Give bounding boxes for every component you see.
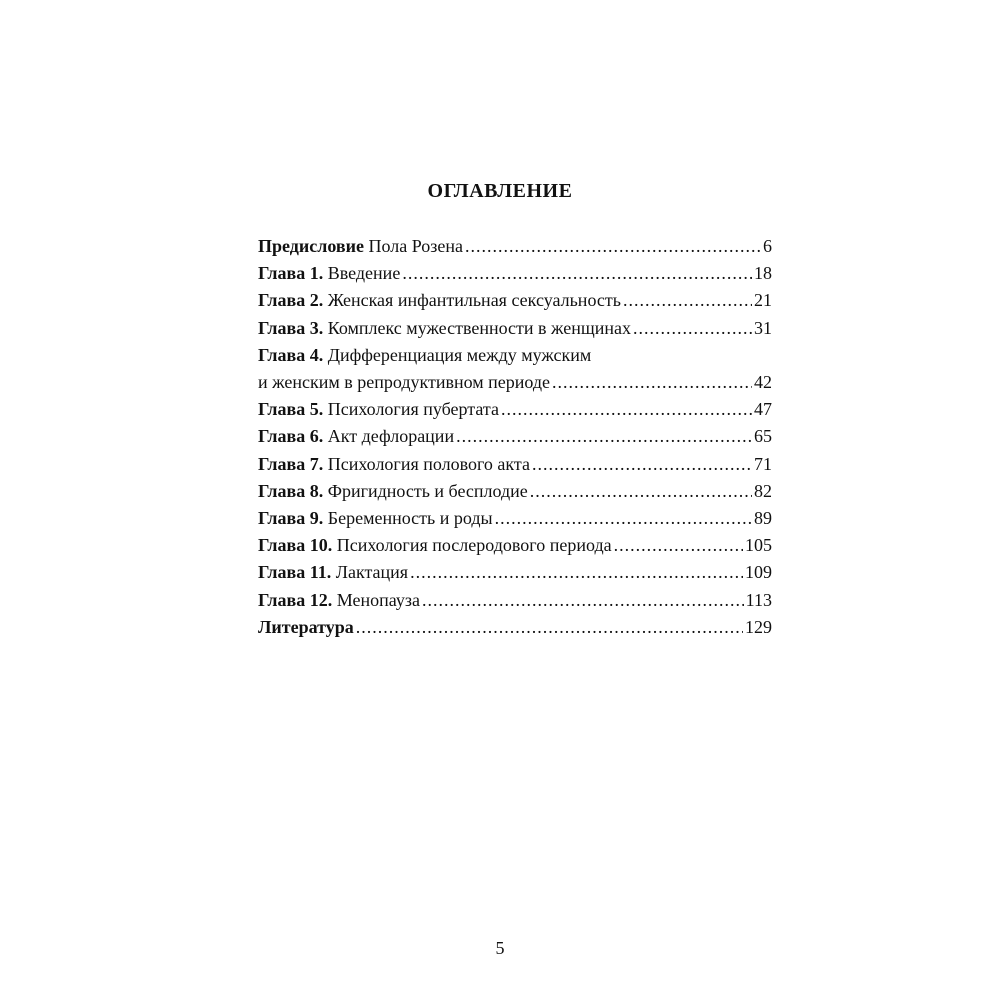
- toc-row: [258, 505, 772, 532]
- entry-page-number: 31: [754, 317, 772, 338]
- toc-row: [258, 614, 772, 641]
- dot-leader: [402, 260, 752, 287]
- toc-row-first-line: [258, 342, 772, 369]
- entry-page-number: 18: [754, 263, 772, 284]
- entry-title: Женская инфантильная сексуальность: [327, 290, 621, 311]
- dot-leader: [465, 233, 761, 260]
- toc-heading: [258, 478, 528, 505]
- entry-page-number: 42: [754, 372, 772, 393]
- entry-title: Психология пубертата: [327, 399, 499, 420]
- entry-title: Пола Розена: [368, 236, 463, 256]
- entry-page-number: 47: [754, 399, 772, 420]
- toc-heading: [258, 587, 420, 614]
- entry-title: Менопауза: [336, 589, 420, 610]
- toc-row: [258, 559, 772, 586]
- entry-prefix: Глава 5.: [258, 399, 324, 420]
- toc-row: [258, 587, 772, 614]
- toc-entry-chapter-10[interactable]: [258, 532, 772, 559]
- entry-prefix: Глава 10.: [258, 535, 333, 556]
- toc-row: [258, 451, 772, 478]
- dot-leader: [623, 287, 752, 314]
- toc-heading: [258, 315, 631, 342]
- toc-entry-chapter-9[interactable]: [258, 505, 772, 532]
- entry-title: Акт дефлорации: [327, 426, 455, 447]
- entry-page-number: 21: [754, 290, 772, 311]
- entry-page-number: 129: [745, 616, 772, 637]
- dot-leader: [501, 396, 752, 423]
- toc-row: [258, 315, 772, 342]
- entry-prefix: Глава 8.: [258, 480, 324, 501]
- toc-heading: [258, 423, 454, 450]
- entry-prefix: Глава 4.: [258, 344, 324, 365]
- dot-leader: [410, 559, 743, 586]
- entry-title-line-1: Дифференциация между мужским: [327, 344, 592, 365]
- entry-prefix: Глава 6.: [258, 426, 324, 447]
- entry-prefix: Глава 1.: [258, 263, 324, 284]
- table-of-contents: [258, 233, 772, 641]
- entry-prefix: Глава 2.: [258, 290, 324, 311]
- toc-row: [258, 423, 772, 450]
- toc-entry-chapter-2[interactable]: [258, 287, 772, 314]
- entry-title: Введение: [327, 263, 401, 284]
- toc-entry-bibliography[interactable]: [258, 614, 772, 641]
- entry-prefix: Глава 3.: [258, 317, 324, 338]
- dot-leader: [614, 532, 743, 559]
- entry-prefix: Предисловие: [258, 236, 364, 256]
- dot-leader: [532, 451, 752, 478]
- toc-entry-preface[interactable]: [258, 233, 772, 260]
- entry-title: Психология послеродового периода: [336, 535, 612, 556]
- toc-heading: [258, 559, 408, 586]
- toc-entry-chapter-7[interactable]: [258, 451, 772, 478]
- entry-title: Беременность и роды: [327, 508, 493, 529]
- entry-prefix: Глава 12.: [258, 589, 333, 610]
- toc-heading: [258, 396, 499, 423]
- toc-row: [258, 478, 772, 505]
- entry-page-number: 113: [745, 589, 772, 610]
- toc-heading: [258, 614, 354, 641]
- toc-row: [258, 287, 772, 314]
- dot-leader: [495, 505, 752, 532]
- entry-title: Фригидность и бесплодие: [327, 480, 528, 501]
- toc-heading: [258, 233, 463, 260]
- toc-heading: [258, 260, 400, 287]
- dot-leader: [456, 423, 752, 450]
- dot-leader: [552, 369, 752, 396]
- entry-title-line-2: и женским в репродуктивном периоде: [258, 372, 551, 393]
- toc-entry-chapter-1[interactable]: [258, 260, 772, 287]
- entry-title: Психология полового акта: [327, 453, 530, 474]
- toc-entry-chapter-5[interactable]: [258, 396, 772, 423]
- toc-row: [258, 260, 772, 287]
- toc-heading: [258, 532, 612, 559]
- entry-page-number: 109: [745, 562, 772, 583]
- entry-page-number: 65: [754, 426, 772, 447]
- page-title: ОГЛАВЛЕНИЕ: [427, 180, 573, 202]
- entry-page-number: 6: [763, 236, 772, 256]
- entry-page-number: 71: [754, 453, 772, 474]
- dot-leader: [422, 587, 744, 614]
- entry-title: Лактация: [335, 562, 409, 583]
- dot-leader: [356, 614, 743, 641]
- toc-entry-chapter-6[interactable]: [258, 423, 772, 450]
- entry-prefix: Глава 7.: [258, 453, 324, 474]
- entry-page-number: 105: [745, 535, 772, 556]
- toc-entry-chapter-11[interactable]: [258, 559, 772, 586]
- toc-heading: [258, 287, 621, 314]
- toc-row: [258, 369, 772, 396]
- toc-heading: [258, 505, 493, 532]
- toc-entry-chapter-8[interactable]: [258, 478, 772, 505]
- toc-entry-chapter-12[interactable]: [258, 587, 772, 614]
- entry-page-number: 82: [754, 480, 772, 501]
- dot-leader: [530, 478, 752, 505]
- toc-heading: [258, 451, 530, 478]
- toc-entry-chapter-4[interactable]: [258, 342, 772, 396]
- entry-prefix: Глава 9.: [258, 508, 324, 529]
- toc-row: [258, 532, 772, 559]
- page-number: 5: [495, 938, 505, 958]
- entry-title: Комплекс мужественности в женщинах: [327, 317, 631, 338]
- toc-row: [258, 233, 772, 260]
- toc-entry-chapter-3[interactable]: [258, 315, 772, 342]
- entry-prefix: Глава 11.: [258, 562, 332, 583]
- dot-leader: [633, 315, 752, 342]
- entry-prefix: Литература: [258, 616, 354, 637]
- entry-page-number: 89: [754, 508, 772, 529]
- toc-row: [258, 396, 772, 423]
